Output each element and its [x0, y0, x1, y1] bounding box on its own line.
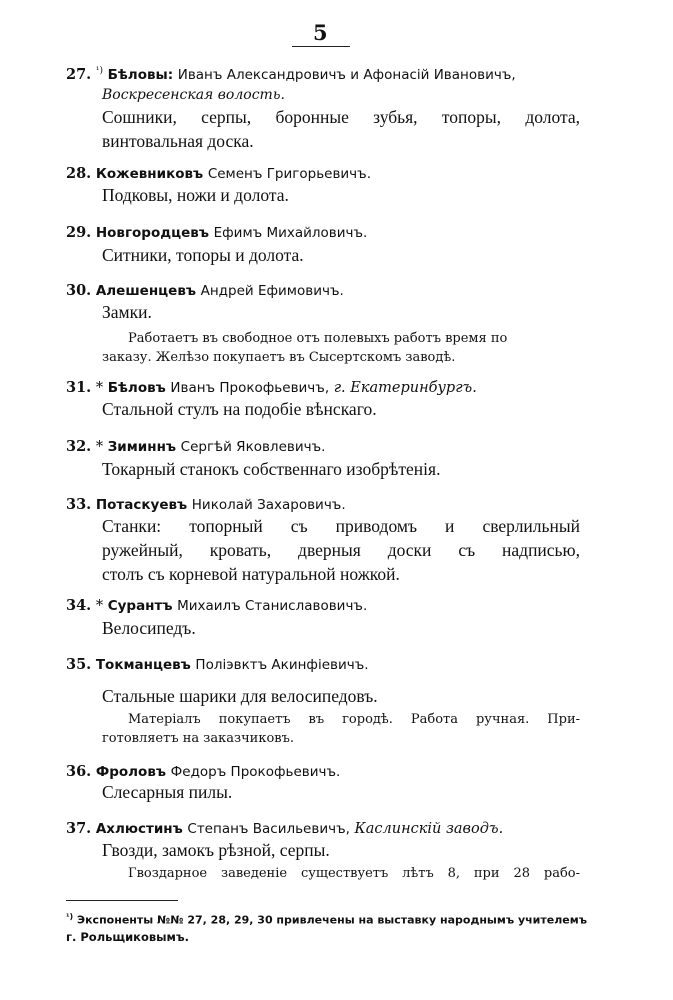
page-number-rule	[292, 46, 350, 47]
entry-27-location: Воскресенская волость.	[102, 87, 285, 103]
entry-number: 32.	[66, 438, 92, 455]
entry-given-names: Михаилъ Станиславовичъ.	[177, 598, 368, 614]
entry-27-header	[66, 66, 516, 83]
footnote-marker: ¹)	[95, 66, 103, 77]
entry-surname: Фроловъ	[95, 764, 167, 780]
entry-33-header	[66, 496, 346, 513]
entry-number: 27.	[66, 66, 92, 83]
entry-35-header	[66, 656, 369, 673]
entry-place: г. Екатеринбургъ.	[333, 380, 477, 396]
entry-27-items-line-1: Сошники, серпы, боронные зубья, топоры, долота,	[102, 107, 580, 127]
entry-surname: Бѣловы:	[107, 67, 174, 83]
entry-34-header	[66, 597, 367, 614]
entry-given-names: Николай Захаровичъ.	[191, 497, 346, 513]
entry-33-items-line-2: ружейный, кровать, дверныя доски съ надписью,	[102, 540, 580, 560]
star-marker: *	[95, 439, 104, 455]
entry-given-names: Сергѣй Яковлевичъ.	[180, 439, 326, 455]
entry-32-header	[66, 438, 325, 455]
entry-surname: Кожевниковъ	[95, 166, 204, 182]
entry-30-header	[66, 282, 344, 299]
entry-33-items-line-3: столъ съ корневой натуральной ножкой.	[102, 564, 400, 584]
footnote-line-1	[66, 908, 587, 929]
footnote-text-line-1: Экспоненты №№ 27, 28, 29, 30 привлечены на выставку народнымъ учителемъ	[77, 913, 587, 927]
entry-surname: Новгородцевъ	[95, 225, 209, 241]
entry-37-header	[66, 820, 503, 837]
entry-number: 37.	[66, 820, 92, 837]
entry-surname: Токманцевъ	[95, 657, 191, 673]
entry-number: 35.	[66, 656, 92, 673]
footnote-rule	[66, 900, 178, 901]
entry-number: 31.	[66, 379, 92, 396]
entry-surname: Сурантъ	[107, 598, 173, 614]
star-marker: *	[95, 380, 104, 396]
entry-33-items-line-1: Станки: топорный съ приводомъ и сверлильный	[102, 516, 580, 536]
entry-31-items: Стальной стулъ на подобіе вѣнскаго.	[102, 399, 377, 419]
entry-surname: Алешенцевъ	[95, 283, 197, 299]
entry-35-items: Стальные шарики для велосипедовъ.	[102, 686, 378, 706]
entry-given-names: Иванъ Александровичъ и Афонасій Ивановичъ,	[177, 67, 516, 83]
entry-number: 30.	[66, 282, 92, 299]
entry-31-header	[66, 379, 477, 396]
entry-surname: Бѣловъ	[107, 380, 166, 396]
entry-given-names: Иванъ Прокофьевичъ,	[170, 380, 330, 396]
entry-given-names: Степанъ Васильевичъ,	[187, 821, 350, 837]
entry-number: 33.	[66, 496, 92, 513]
entry-34-items: Велосипедъ.	[102, 618, 196, 638]
entry-given-names: Семенъ Григорьевичъ.	[207, 166, 371, 182]
entry-29-items: Ситники, топоры и долота.	[102, 245, 304, 265]
entry-37-note-line-1: Гвоздарное заведеніе существуетъ лѣтъ 8, при 28 рабо-	[128, 866, 580, 881]
footnote-marker: ¹)	[66, 912, 74, 921]
star-marker: *	[95, 598, 104, 614]
footnote	[66, 908, 587, 946]
entry-37-items: Гвозди, замокъ рѣзной, серпы.	[102, 840, 330, 860]
entry-35-note-line-2: готовляетъ на заказчиковъ.	[102, 731, 295, 746]
entry-given-names: Федоръ Прокофьевичъ.	[170, 764, 341, 780]
entry-surname: Потаскуевъ	[95, 497, 188, 513]
footnote-text-line-2: г. Рольщиковымъ.	[66, 929, 189, 944]
entry-35-note-line-1: Матеріалъ покупаетъ въ городѣ. Работа ручная. При-	[128, 712, 580, 727]
entry-number: 29.	[66, 224, 92, 241]
entry-28-items: Подковы, ножи и долота.	[102, 185, 289, 205]
entry-number: 34.	[66, 597, 92, 614]
entry-36-header	[66, 763, 340, 780]
entry-number: 28.	[66, 165, 92, 182]
entry-number: 36.	[66, 763, 92, 780]
entry-30-note-line-1: Работаетъ въ свободное отъ полевыхъ работъ время по	[128, 331, 508, 346]
entry-30-items: Замки.	[102, 302, 152, 322]
entry-30-note-line-2: заказу. Желѣзо покупаетъ въ Сысертскомъ заводѣ.	[102, 350, 456, 365]
entry-32-items: Токарный станокъ собственнаго изобрѣтенія.	[102, 459, 441, 479]
entry-29-header	[66, 224, 367, 241]
entry-36-items: Слесарныя пилы.	[102, 782, 233, 802]
entry-given-names: Андрей Ефимовичъ.	[200, 283, 344, 299]
entry-27-items-line-2: винтовальная доска.	[102, 131, 254, 151]
entry-28-header	[66, 165, 371, 182]
entry-given-names: Ефимъ Михайловичъ.	[213, 225, 368, 241]
entry-surname: Зиминнъ	[107, 439, 177, 455]
page-number: 5	[313, 20, 328, 45]
entry-surname: Ахлюстинъ	[95, 821, 183, 837]
entry-place: Каслинскій заводъ.	[354, 821, 504, 837]
entry-given-names: Поліэвктъ Акинфіевичъ.	[195, 657, 369, 673]
